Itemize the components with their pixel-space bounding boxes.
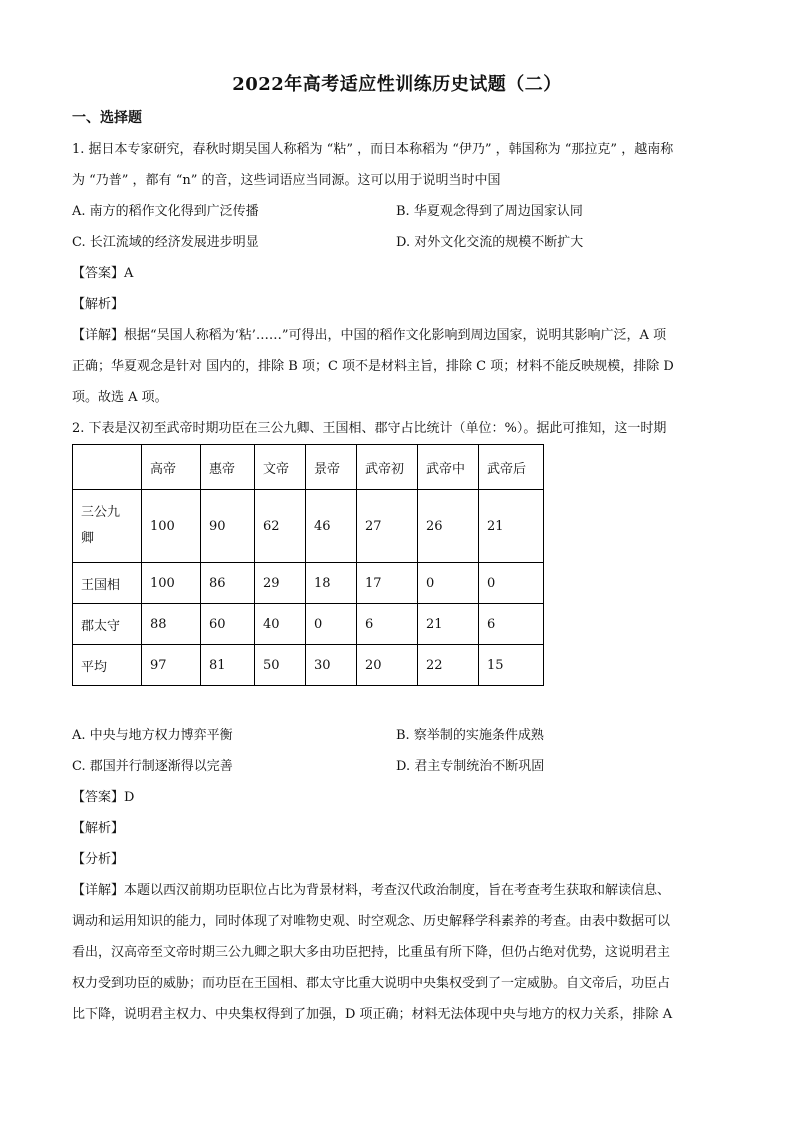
table-header-cell: 武帝中: [418, 445, 479, 490]
q2-stem: 2. 下表是汉初至武帝时期功臣在三公九卿、王国相、郡守占比统计（单位：%）。据此可推知，这一时期: [72, 421, 667, 436]
table-row-label: 平均: [73, 645, 142, 686]
table-header-cell: 高帝: [142, 445, 201, 490]
q1-option-a: A. 南方的稻作文化得到广泛传播: [72, 204, 259, 219]
table-cell: 0: [479, 563, 544, 604]
table-header-cell: [73, 445, 142, 490]
table-row-label: [73, 490, 142, 563]
section-heading: 一、选择题: [72, 110, 142, 126]
table-cell: 86: [201, 563, 255, 604]
table-header-cell: 景帝: [306, 445, 357, 490]
table-cell: 22: [418, 645, 479, 686]
table-cell: 97: [142, 645, 201, 686]
table-cell: 100: [142, 490, 201, 563]
table-header-cell: 惠帝: [201, 445, 255, 490]
page-title: 2022年高考适应性训练历史试题（二）: [232, 74, 562, 95]
q1-detail-line3: 项。故选 A 项。: [72, 390, 168, 405]
table-header-cell: 文帝: [255, 445, 306, 490]
table-cell: 100: [142, 563, 201, 604]
table-row-label: 王国相: [73, 563, 142, 604]
table-cell: 0: [306, 604, 357, 645]
q2-fenxi-label: 【分析】: [72, 852, 125, 867]
row-label-line: 三公九: [81, 505, 121, 520]
table-cell: 27: [357, 490, 418, 563]
table-cell: 26: [418, 490, 479, 563]
row-label-line: 卿: [81, 531, 95, 546]
q1-analysis-label: 【解析】: [72, 297, 125, 312]
q1-option-b: B. 华夏观念得到了周边国家认同: [396, 204, 583, 219]
table-cell: 30: [306, 645, 357, 686]
q1-answer: 【答案】A: [72, 266, 134, 281]
table-cell: 40: [255, 604, 306, 645]
table-header-cell: 武帝后: [479, 445, 544, 490]
table-header-cell: 武帝初: [357, 445, 418, 490]
table-cell: 50: [255, 645, 306, 686]
q2-analysis-label: 【解析】: [72, 821, 125, 836]
q1-detail-line2: 正确；华夏观念是针对 国内的，排除 B 项；C 项不是材料主旨，排除 C 项；材料不能反映规模，排除 D: [72, 359, 674, 374]
table-row-label: 郡太守: [73, 604, 142, 645]
table-cell: 21: [418, 604, 479, 645]
q2-detail-line2: 调动和运用知识的能力，同时体现了对唯物史观、时空观念、历史解释学科素养的考查。由表中数据可以: [72, 914, 671, 929]
table-cell: 46: [306, 490, 357, 563]
q2-detail-line5: 比下降，说明君主权力、中央集权得到了加强，D 项正确；材料无法体现中央与地方的权力关系，排除 A: [72, 1007, 673, 1022]
q1-stem-line2: 为 “乃普” ，都有 “n” 的音，这些词语应当同源。这可以用于说明当时中国: [72, 173, 501, 188]
table-cell: 20: [357, 645, 418, 686]
q2-option-d: D. 君主专制统治不断巩固: [396, 759, 545, 774]
q2-option-c: C. 郡国并行制逐渐得以完善: [72, 759, 233, 774]
table-cell: 18: [306, 563, 357, 604]
table-cell: 90: [201, 490, 255, 563]
table-cell: 62: [255, 490, 306, 563]
q1-detail-line1: 【详解】根据“吴国人称稻为‘粘’……”可得出，中国的稻作文化影响到周边国家，说明其影响广泛，A 项: [72, 328, 667, 343]
q1-option-d: D. 对外文化交流的规模不断扩大: [396, 235, 584, 250]
table-cell: 60: [201, 604, 255, 645]
table-header-row: [73, 445, 544, 490]
table-cell: 81: [201, 645, 255, 686]
q2-option-b: B. 察举制的实施条件成熟: [396, 728, 544, 743]
q2-detail-line1: 【详解】本题以西汉前期功臣职位占比为背景材料，考查汉代政治制度，旨在考查考生获取和解读信息、: [72, 883, 671, 898]
q2-detail-line4: 权力受到功臣的威胁；而功臣在王国相、郡太守比重大说明中央集权受到了一定威胁。自文帝后，功臣占: [72, 976, 671, 991]
statistics-table: [72, 444, 544, 686]
q1-option-c: C. 长江流域的经济发展进步明显: [72, 235, 259, 250]
table-row: [73, 563, 544, 604]
table-cell: 15: [479, 645, 544, 686]
table-cell: 88: [142, 604, 201, 645]
q2-answer: 【答案】D: [72, 790, 135, 805]
q1-stem-line1: 1. 据日本专家研究，春秋时期吴国人称稻为 “粘” ，而日本称稻为 “伊乃” ，韩国称为 “那拉克” ，越南称: [72, 142, 674, 157]
table-row: [73, 490, 544, 563]
table-row: [73, 604, 544, 645]
table-cell: 17: [357, 563, 418, 604]
q2-option-a: A. 中央与地方权力博弈平衡: [72, 728, 233, 743]
table-cell: 0: [418, 563, 479, 604]
q2-detail-line3: 看出，汉高帝至文帝时期三公九卿之职大多由功臣把持，比重虽有所下降，但仍占绝对优势，这说明君主: [72, 945, 671, 960]
table-cell: 21: [479, 490, 544, 563]
table-cell: 6: [357, 604, 418, 645]
table-cell: 6: [479, 604, 544, 645]
table-row: [73, 645, 544, 686]
table-cell: 29: [255, 563, 306, 604]
